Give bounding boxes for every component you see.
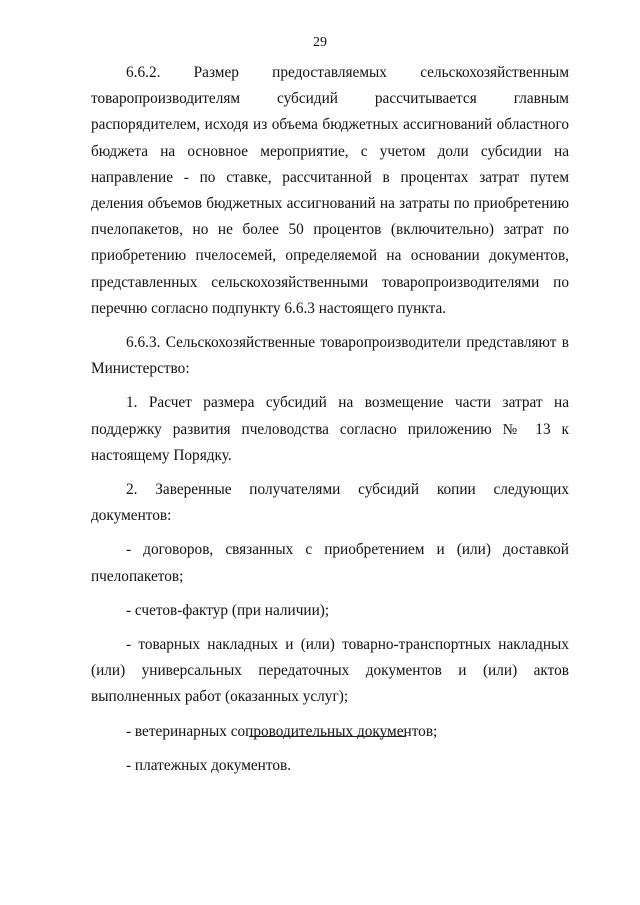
list-item-2-certified-copies: 2. Заверенные получателями субсидий копии следующих документов: — [91, 481, 569, 525]
paragraph-6-6-3: 6.6.3. Сельскохозяйственные товаропроизводители представляют в Министерство: — [91, 334, 569, 378]
end-divider — [249, 736, 406, 737]
list-item-invoices: - счетов-фактур (при наличии); — [126, 601, 330, 619]
paragraph-6-6-2: 6.6.2. Размер предоставляемых сельскохозяйственным товаропроизводителям субсидий рассчитывается главным распорядителем, исходя из объема бюджетных ассигнований областного бюджета на основное мероприятие, с учетом доли субсидии на направление - по ставке, рассчитанной в процентах затрат путем деления объемов бюджетных ассигнований на затраты по приобретению пчелопакетов, но не более 50 процентов (включительно) затрат по приобретению пчелосемей, определяемой на основании документов, представленных сельскохозяйственными товаропроизводителями по перечню согласно подпункту 6.6.3 настоящего пункта. — [91, 64, 569, 317]
list-item-payment-documents: - платежных документов. — [126, 756, 292, 774]
document-body — [91, 60, 569, 779]
list-item-waybills: - товарных накладных и (или) товарно-транспортных накладных (или) универсальных передаточных документов и (или) актов выполненных работ (оказанных услуг); — [91, 636, 569, 706]
page-number: 29 — [313, 35, 327, 50]
list-item-1-calculation: 1. Расчет размера субсидий на возмещение части затрат на поддержку развития пчеловодства согласно приложению № 13 к настоящему Порядку. — [91, 394, 569, 464]
list-item-veterinary-documents: - ветеринарных сопроводительных документов; — [126, 722, 438, 740]
list-item-contracts: - договоров, связанных с приобретением и (или) доставкой пчелопакетов; — [91, 541, 569, 585]
